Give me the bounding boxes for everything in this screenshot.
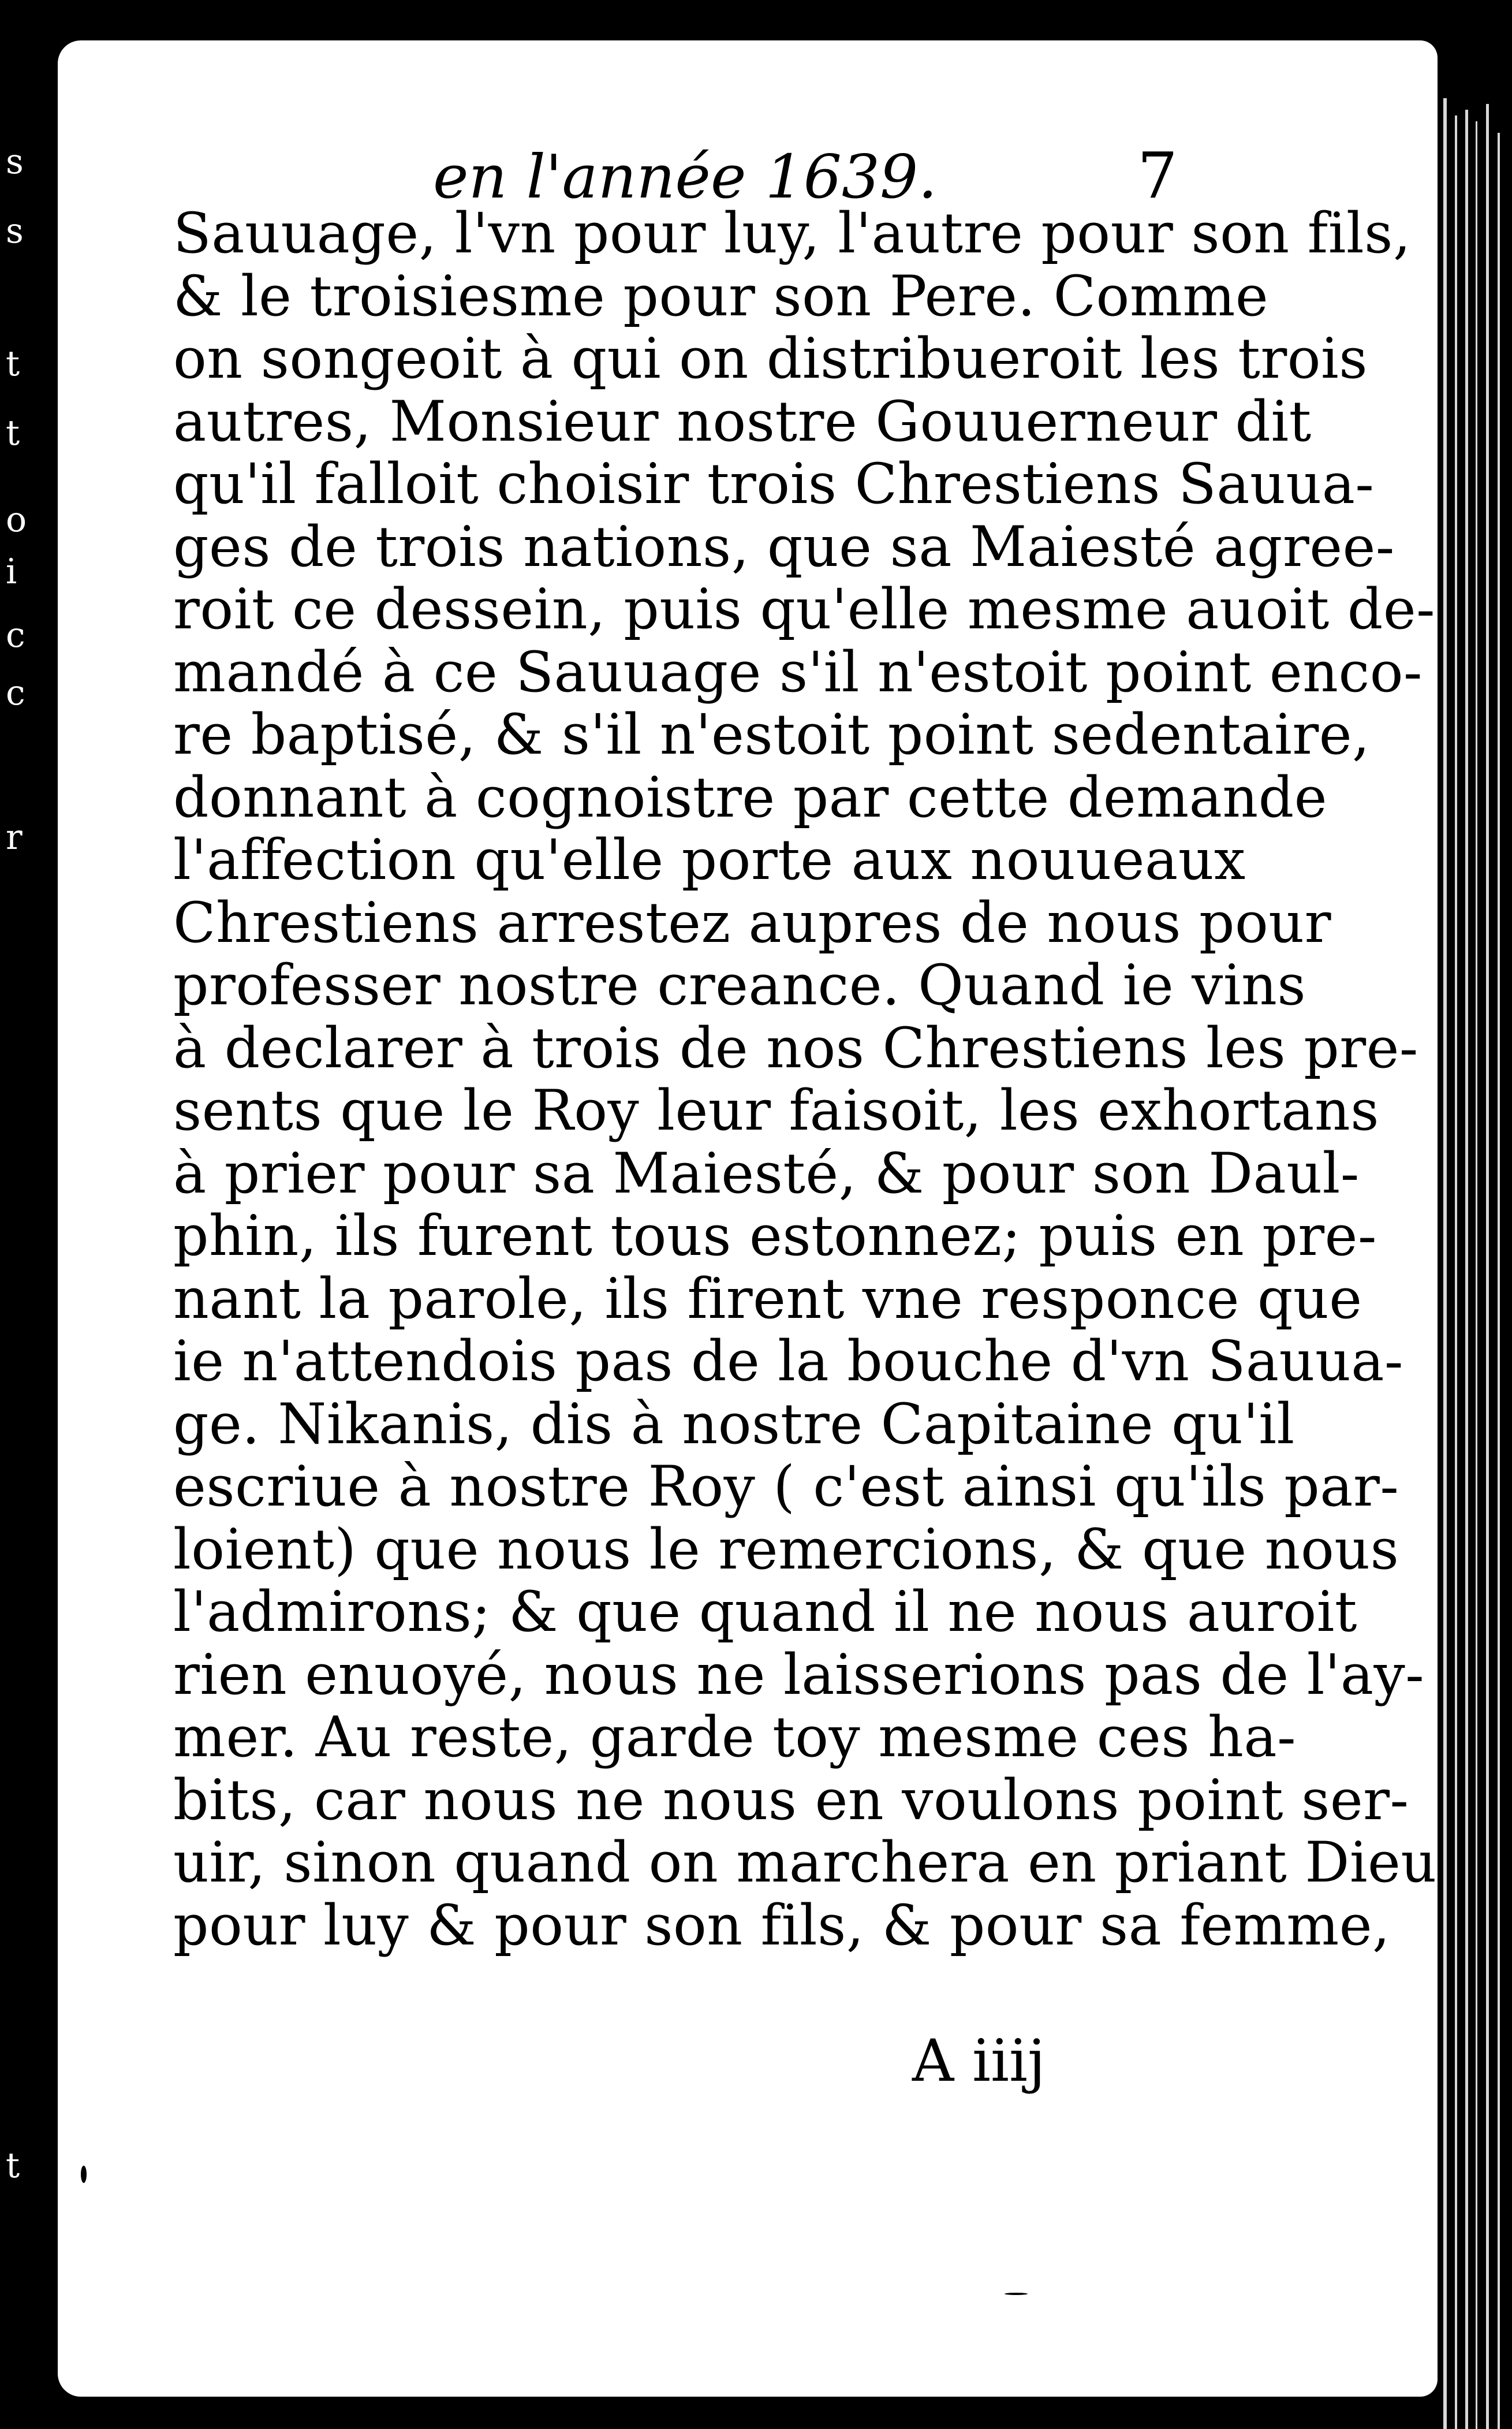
- page-edge-line: [1455, 116, 1457, 2429]
- text-line: ie n'attendois pas de la bouche d'vn Sauua-: [173, 1329, 1403, 1394]
- text-line: escriue à nostre Roy ( c'est ainsi qu'ils par-: [173, 1454, 1399, 1519]
- margin-mark: t: [6, 413, 20, 453]
- margin-mark: c: [6, 615, 25, 655]
- text-line: mer. Au reste, garde toy mesme ces ha-: [173, 1705, 1297, 1769]
- margin-mark: t: [6, 344, 20, 384]
- text-line: ge. Nikanis, dis à nostre Capitaine qu'il: [173, 1391, 1295, 1456]
- text-line: uir, sinon quand on marchera en priant Dieu: [173, 1830, 1437, 1895]
- page-edge-line: [1498, 133, 1500, 2429]
- page-edge-line: [1486, 104, 1489, 2429]
- text-line: & le troisiesme pour son Pere. Comme: [173, 263, 1269, 329]
- text-line: qu'il falloit choisir trois Chrestiens Sauua-: [173, 452, 1375, 516]
- text-line: nant la parole, ils firent vne responce que: [173, 1266, 1362, 1331]
- page-edge-line: [1476, 121, 1477, 2429]
- page-edge-line: [1443, 98, 1447, 2429]
- text-line: on songeoit à qui on distribueroit les trois: [173, 326, 1368, 391]
- margin-mark: c: [6, 673, 25, 713]
- margin-mark: i: [6, 552, 17, 592]
- text-line: professer nostre creance. Quand ie vins: [173, 953, 1306, 1018]
- scan-speck: [81, 2166, 87, 2183]
- text-line: ges de trois nations, que sa Maiesté agree-: [173, 514, 1395, 579]
- text-line: l'admirons; & que quand il ne nous auroit: [173, 1579, 1357, 1644]
- text-line: donnant à cognoistre par cette demande: [173, 765, 1327, 830]
- text-line: mandé à ce Sauuage s'il n'estoit point enco-: [173, 639, 1423, 705]
- body-text: [173, 201, 1437, 1958]
- signature-mark: A iiij: [912, 2027, 1046, 2095]
- text-line: Sauuage, l'vn pour luy, l'autre pour son fils,: [173, 201, 1411, 266]
- margin-mark: s: [6, 211, 24, 251]
- scan-speck: [1005, 2293, 1028, 2295]
- running-head: en l'année 1639.: [433, 141, 938, 212]
- text-line: l'affection qu'elle porte aux nouueaux: [173, 828, 1246, 892]
- binding-edge: [1438, 0, 1512, 2429]
- text-line: à prier pour sa Maiesté, & pour son Daul-: [173, 1141, 1360, 1206]
- margin-mark: r: [6, 817, 23, 858]
- text-line: bits, car nous ne nous en voulons point ser-: [173, 1767, 1409, 1832]
- text-line: pour luy & pour son fils, & pour sa femme,: [173, 1892, 1391, 1958]
- margin-mark: o: [6, 500, 27, 540]
- book-page: [58, 40, 1438, 2397]
- page-edge-line: [1465, 110, 1468, 2429]
- text-line: roit ce dessein, puis qu'elle mesme auoit de-: [173, 577, 1436, 642]
- margin-mark: s: [6, 141, 24, 182]
- text-line: sents que le Roy leur faisoit, les exhortans: [173, 1078, 1379, 1143]
- text-line: rien enuoyé, nous ne laisserions pas de l'ay-: [173, 1642, 1425, 1707]
- text-line: à declarer à trois de nos Chrestiens les pre-: [173, 1015, 1418, 1081]
- page-number: 7: [1137, 139, 1178, 213]
- text-line: phin, ils furent tous estonnez; puis en pre-: [173, 1204, 1377, 1268]
- margin-mark: t: [6, 2145, 20, 2186]
- text-line: Chrestiens arrestez aupres de nous pour: [173, 890, 1332, 955]
- text-line: loient) que nous le remercions, & que nous: [173, 1517, 1399, 1582]
- text-line: re baptisé, & s'il n'estoit point sedentaire,: [173, 702, 1371, 767]
- text-line: autres, Monsieur nostre Gouuerneur dit: [173, 389, 1312, 454]
